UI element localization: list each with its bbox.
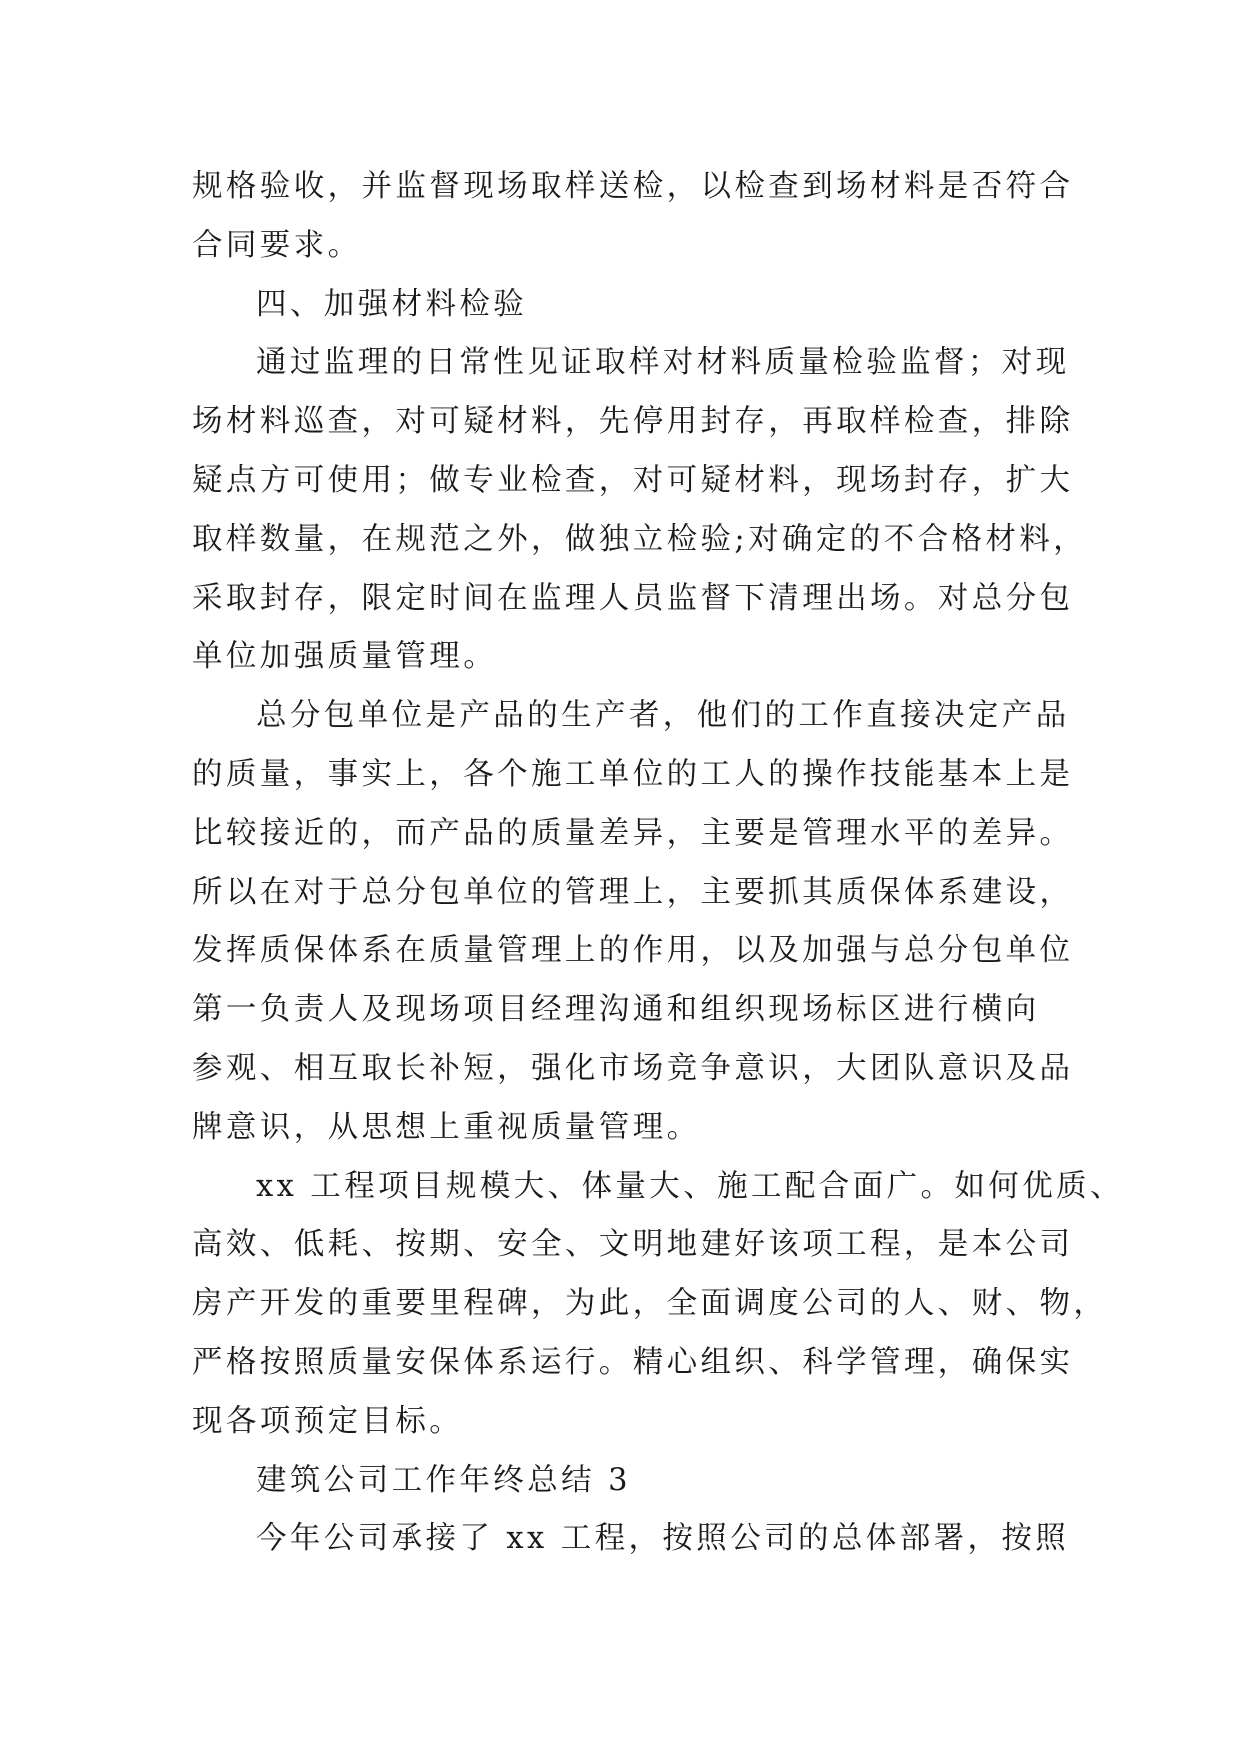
text-line: 比较接近的，而产品的质量差异，主要是管理水平的差异。 xyxy=(192,815,1074,851)
text-line: 今年公司承接了 xx 工程，按照公司的总体部署，按照 xyxy=(256,1521,1070,1557)
text-line: 疑点方可使用；做专业检查，对可疑材料，现场封存，扩大 xyxy=(192,462,1074,498)
text-line: 单位加强质量管理。 xyxy=(192,639,498,675)
text-line: 高效、低耗、按期、安全、文明地建好该项工程，是本公司 xyxy=(192,1227,1074,1263)
text-line: 场材料巡查，对可疑材料，先停用封存，再取样检查，排除 xyxy=(192,404,1074,440)
text-line: 总分包单位是产品的生产者，他们的工作直接决定产品 xyxy=(256,698,1070,734)
text-line: 采取封存，限定时间在监理人员监督下清理出场。对总分包 xyxy=(192,580,1074,616)
text-line: 四、加强材料检验 xyxy=(256,286,528,322)
text-line: 取样数量，在规范之外，做独立检验;对确定的不合格材料， xyxy=(192,521,1088,557)
text-line: 规格验收，并监督现场取样送检，以检查到场材料是否符合 xyxy=(192,169,1074,204)
text-line: 第一负责人及现场项目经理沟通和组织现场标区进行横向 xyxy=(192,992,1040,1028)
text-line: 现各项预定目标。 xyxy=(192,1403,464,1439)
text-line: 合同要求。 xyxy=(192,227,362,263)
text-line: 房产开发的重要里程碑，为此，全面调度公司的人、财、物， xyxy=(192,1286,1108,1322)
text-line: 严格按照质量安保体系运行。精心组织、科学管理，确保实 xyxy=(192,1344,1074,1380)
text-line: 牌意识，从思想上重视质量管理。 xyxy=(192,1109,701,1145)
text-line: 发挥质保体系在质量管理上的作用，以及加强与总分包单位 xyxy=(192,933,1074,969)
text-line: xx 工程项目规模大、体量大、施工配合面广。如何优质、 xyxy=(256,1168,1124,1204)
text-line: 参观、相互取长补短，强化市场竞争意识，大团队意识及品 xyxy=(192,1050,1074,1086)
text-line: 的质量，事实上，各个施工单位的工人的操作技能基本上是 xyxy=(192,756,1074,792)
text-line: 所以在对于总分包单位的管理上，主要抓其质保体系建设， xyxy=(192,874,1074,910)
text-line: 通过监理的日常性见证取样对材料质量检验监督；对现 xyxy=(256,345,1070,381)
text-line: 建筑公司工作年终总结 3 xyxy=(256,1462,631,1498)
document-body xyxy=(192,158,1124,1569)
